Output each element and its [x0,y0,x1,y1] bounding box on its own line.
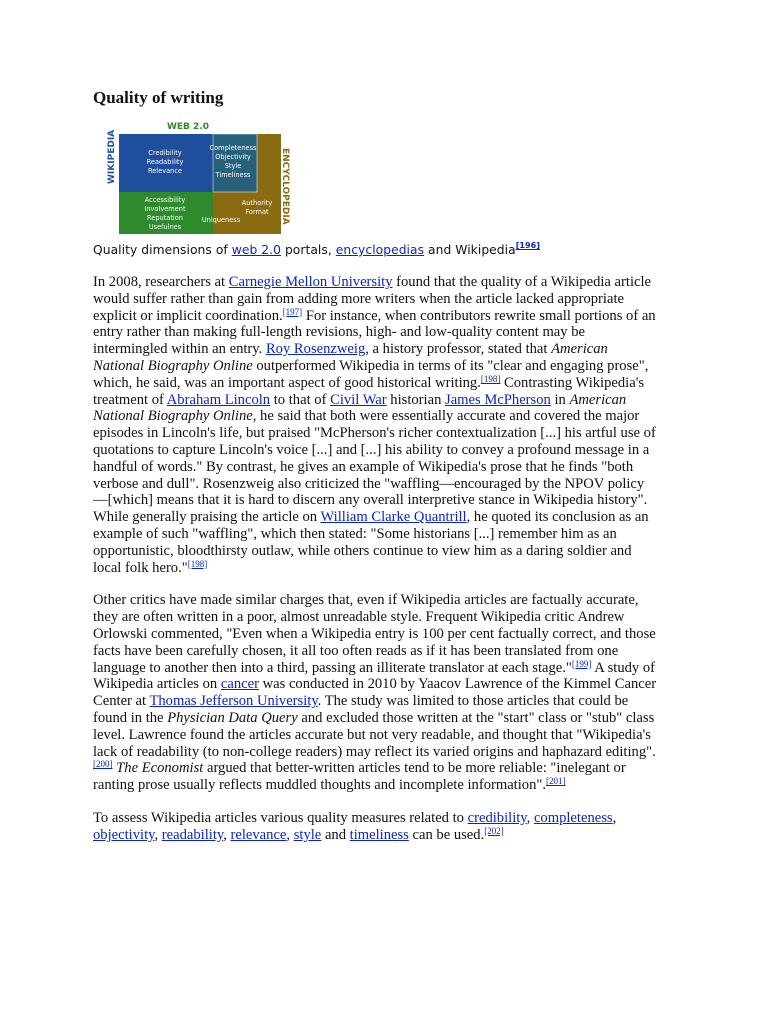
carnegie-mellon-link[interactable]: Carnegie Mellon University [228,274,393,290]
italic-title: American National Biography Online [93,391,627,425]
text-span: , he said that both were essentially accurate and covered the major episodes in Lincoln's life, but praised "McPherson's richer contextualization [...] his artful use of quotations to capture Lincoln's voice [...] and [...] his ability to convey a profound message in a handful of words." By contrast, he gives an example of Wikipedia's prose that he finds "both verbose and dull". Rosenzweig also criticized the "waffling—encouraged by the NPOV policy—[which] means that it is hard to discern any overall interpretive stance in Wikipedia history". While generally praising the article on [93,408,656,526]
text-span: Contrasting Wikipedia's treatment of [93,374,645,408]
format-item: Format [245,208,269,216]
thomas-jefferson-university-link[interactable]: Thomas Jefferson University [149,693,318,710]
italic-title: The Economist [116,760,204,777]
figure-caption [93,242,658,258]
readability-link[interactable]: readability [161,826,224,843]
separator: , [286,826,294,843]
separator: , [526,809,534,826]
style-link[interactable]: style [293,826,322,843]
reference-202[interactable]: [202] [484,825,504,836]
venn-diagram-image [103,118,288,236]
paragraph-1 [93,274,658,576]
article-page [93,88,658,844]
reference-198[interactable]: [198] [480,373,501,384]
wikipedia-label: WIKIPEDIA [107,129,117,184]
james-mcpherson-link[interactable]: James McPherson [445,391,551,408]
text-span: to that of [270,391,331,408]
credibility-link[interactable]: credibility [467,809,527,826]
timeliness-item: Timeliness [215,171,251,179]
objectivity-link[interactable]: objectivity [93,826,155,843]
text-span: and excluded those written at the "start" class or "stub" class level. Lawrence found the articles accurate but not very readable, and thought that "Wikipedia's lack of readability (to non-college readers) may reflect its varied origins and haphazard editing". [93,709,656,760]
uniqueness-item: Uniqueness [201,216,241,224]
civil-war-link[interactable]: Civil War [330,391,387,408]
text-span: found that the quality of a Wikipedia article would suffer rather than gain from adding more writers when the article lacked appropriate explicit or implicit coordination. [93,274,652,324]
text-span: Other critics have made similar charges that, even if Wikipedia articles are factually accurate, they are often written in a poor, almost unreadable style. Frequent Wikipedia critic Andrew Orlowski commented, "Even when a Wikipedia entry is 100 per cent factually correct, and those facts have been carefully chosen, it all too often reads as if it has been translated from one language to another then into a third, passing an illiterate translator at each stage." [93,592,656,676]
completeness-link[interactable]: completeness [533,809,613,826]
text-span: . The study was limited to those articles that could be found in the [93,693,629,726]
text-span: outperformed Wikipedia in terms of its "clear and engaging prose", which, he said, was an important aspect of good historical writing. [93,357,649,391]
reference-201[interactable]: [201] [546,776,566,787]
web20-link[interactable]: web 2.0 [231,243,281,257]
paragraph-3 [93,810,658,844]
italic-title: Physician Data Query [167,709,298,726]
reputation-item: Reputation [147,214,183,222]
roy-rosenzweig-link[interactable]: Roy Rosenzweig [265,341,366,358]
text-span: in [550,391,570,408]
text-span: , he quoted its conclusion as an example of such "waffling", which then stated: "Some historians [...] remember him as an opportunistic, bloodthirsty outlaw, while others continue to view him as a daring soldier and local folk hero." [93,509,649,576]
quality-dimensions-figure [103,118,288,236]
style-item: Style [224,162,242,170]
web20-label: WEB 2.0 [166,122,210,132]
relevance-item: Relevance [147,167,183,175]
text-span: can be used. [408,826,485,843]
involvement-item: Involvement [144,205,186,213]
william-clarke-quantrill-link[interactable]: William Clarke Quantrill [320,509,467,526]
cancer-link[interactable]: cancer [220,676,259,693]
reference-198-b[interactable]: [198] [187,558,208,569]
caption-prefix: Quality dimensions of [93,243,232,257]
completeness-item: Completeness [209,144,257,152]
text-span: To assess Wikipedia articles various quality measures related to [93,809,468,826]
text-span: was conducted in 2010 by Yaacov Lawrence of the Kimmel Cancer Center at [93,676,657,710]
reference-196[interactable]: [196] [515,241,540,250]
encyclopedias-link[interactable]: encyclopedias [335,243,425,257]
reference-197[interactable]: [197] [282,306,303,317]
separator: , [612,809,617,826]
paragraph-2 [93,592,658,794]
text-span: argued that better-written articles tend to be more reliable: "inelegant or ranting prose usually reflects muddled thoughts and incomplete information". [93,760,626,794]
relevance-link[interactable]: relevance [230,826,287,843]
text-span: A study of Wikipedia articles on [93,659,656,693]
caption-middle1: portals, [280,243,336,257]
caption-middle2: and Wikipedia [424,243,516,257]
authority-item: Authority [241,199,273,207]
separator: , [223,826,231,843]
text-span: and [321,826,350,843]
encyclopedia-label: ENCYCLOPEDIA [280,148,290,225]
reference-200[interactable]: [200] [93,759,113,770]
readability-item: Readability [146,158,184,166]
separator: , [154,826,162,843]
section-title: Quality of writing [93,88,224,107]
reference-199[interactable]: [199] [571,658,592,669]
italic-title: American National Biography Online [93,341,608,374]
usefulnes-item: Usefulnes [148,223,182,231]
text-span: , a history professor, stated that [365,341,552,358]
text-span: historian [386,391,446,408]
objectivity-item: Objectivity [215,153,251,161]
accessibility-item: Accessibility [144,196,186,204]
credibility-item: Credibility [148,149,182,157]
text-span: For instance, when contributors rewrite small portions of an entry rather than making full-length revisions, high- and low-quality content may be intermingled within an entry. [93,307,656,358]
text-span: In 2008, researchers at [93,274,229,290]
timeliness-link[interactable]: timeliness [349,826,409,843]
abraham-lincoln-link[interactable]: Abraham Lincoln [166,391,271,408]
